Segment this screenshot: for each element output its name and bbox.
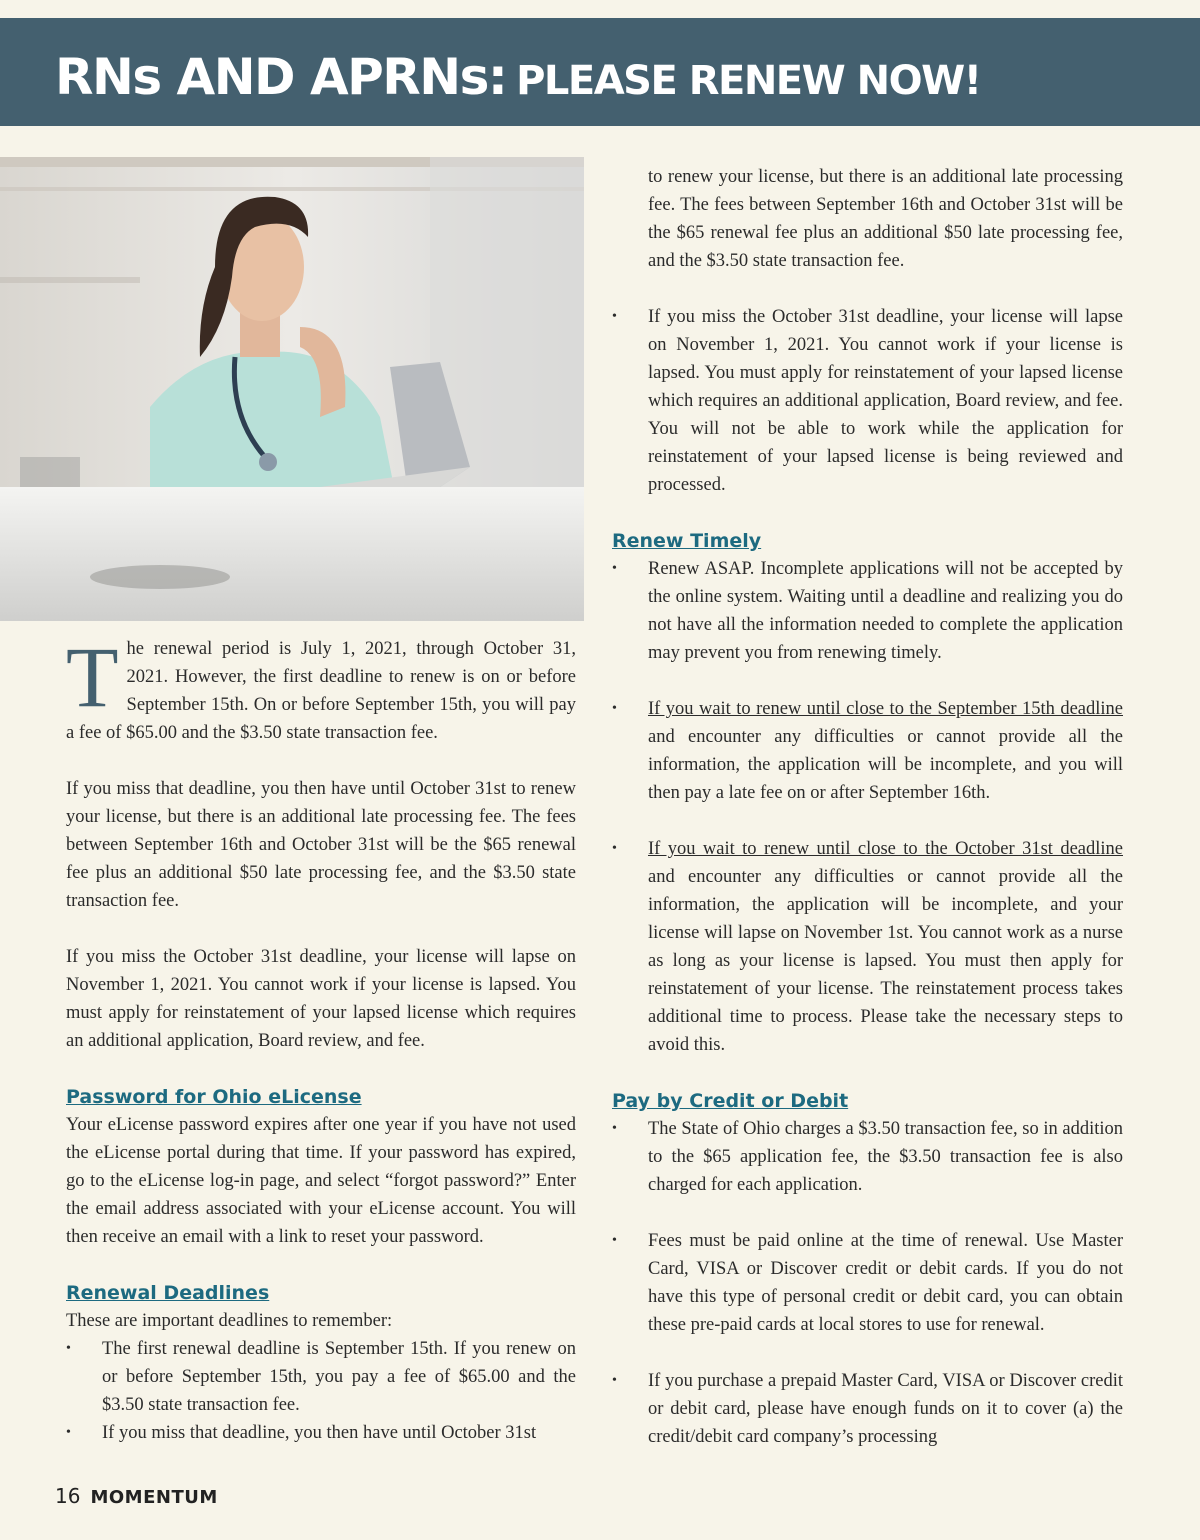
underlined-text: If you wait to renew until close to the September 15th deadline <box>648 699 1123 719</box>
right-column <box>612 163 1123 1451</box>
title-part-1: RNs AND APRNs: <box>55 48 507 106</box>
page-footer <box>55 1484 218 1508</box>
pay-list-2 <box>612 1227 1123 1339</box>
timely-list-3 <box>612 835 1123 1059</box>
intro-text: he renewal period is July 1, 2021, through October 31, 2021. However, the first deadline to renew is on or before September 15th. On or before September 15th, you will pay a fee of $65.00 and the $3.50 state transaction fee. <box>66 639 576 743</box>
underlined-text: If you wait to renew until close to the October 31st deadline <box>648 839 1123 859</box>
pay-list-3 <box>612 1367 1123 1451</box>
section-heading-deadlines: Renewal Deadlines <box>66 1282 270 1304</box>
paragraph-late-fee: If you miss that deadline, you then have until October 31st to renew your license, but there is an additional late processing fee. The fees between September 16th and October 31st will be the $65 renewal fee plus an additional $50 late processing fee, and the $3.50 state transaction fee. <box>66 779 576 911</box>
pay-list <box>612 1115 1123 1199</box>
title-banner <box>0 18 1200 126</box>
list-item <box>612 695 1123 807</box>
list-item: • If you miss that deadline, you then have until October 31st <box>66 1419 576 1447</box>
nurse-at-laptop-photo-icon <box>0 157 584 621</box>
nurse-photo <box>0 157 584 621</box>
drop-cap: T <box>66 629 119 725</box>
paragraph-lapse: If you miss the October 31st deadline, your license will lapse on November 1, 2021. You cannot work if your license is lapsed. You must apply for reinstatement of your lapsed license which requires an additional application, Board review, and fee. <box>66 947 576 1051</box>
password-paragraph: Your eLicense password expires after one year if you have not used the eLicense portal during that time. If your password has expired, go to the eLicense log-in page, and select “forgot password?” Enter the email address associated with your eLicense account. You will then receive an email with a link to reset your password. <box>66 1115 576 1247</box>
timely-list <box>612 555 1123 667</box>
section-heading-timely: Renew Timely <box>612 530 762 552</box>
deadlines-list <box>66 1335 576 1447</box>
title-part-2: PLEASE RENEW NOW! <box>516 58 981 104</box>
page-title <box>55 48 981 106</box>
list-item-text: and encounter any difficulties or cannot provide all the information, the application will be incomplete, and you will then pay a late fee on or after September 16th. <box>648 727 1123 803</box>
list-item: • Renew ASAP. Incomplete applications will not be accepted by the online system. Waiting until a deadline and realizing you do not have all the information needed to complete the application may prevent you from renewing timely. <box>612 555 1123 667</box>
section-heading-pay: Pay by Credit or Debit <box>612 1090 849 1112</box>
publication-name: MOMENTUM <box>90 1487 218 1508</box>
timely-list-2 <box>612 695 1123 807</box>
list-item: • If you purchase a prepaid Master Card, VISA or Discover credit or debit card, please have enough funds on it to cover (a) the credit/debit card company’s processing <box>612 1367 1123 1451</box>
list-item: to renew your license, but there is an additional late processing fee. The fees between September 16th and October 31st will be the $65 renewal fee plus an additional $50 late processing fee, and the $3.50 state transaction fee. <box>648 167 1123 271</box>
list-item <box>612 835 1123 1059</box>
left-column <box>66 629 576 1447</box>
deadlines-list-continued <box>612 163 1123 275</box>
list-item: • The first renewal deadline is September 15th. If you renew on or before September 15th, you pay a fee of $65.00 and the $3.50 state transaction fee. <box>66 1335 576 1419</box>
list-item: • The State of Ohio charges a $3.50 transaction fee, so in addition to the $65 application fee, the $3.50 transaction fee is also charged for each application. <box>612 1115 1123 1199</box>
page-number: 16 <box>55 1484 81 1508</box>
list-item: • If you miss the October 31st deadline, your license will lapse on November 1, 2021. You cannot work if your license is lapsed. You must apply for reinstatement of your lapsed license which requires an additional application, Board review, and fee. You will not be able to work while the application for reinstatement of your lapsed license is being reviewed and processed. <box>612 303 1123 499</box>
deadlines-intro: These are important deadlines to remember: <box>66 1311 393 1331</box>
list-item: • Fees must be paid online at the time of renewal. Use Master Card, VISA or Discover credit or debit cards. If you do not have this type of personal credit or debit card, you can obtain these pre-paid cards at local stores to use for renewal. <box>612 1227 1123 1339</box>
list-item-text: and encounter any difficulties or cannot provide all the information, the application will be incomplete, and your license will lapse on November 1st. You cannot work as a nurse as long as your license is lapsed. You must then apply for reinstatement of your license. The reinstatement process takes additional time to process. Please take the necessary steps to avoid this. <box>648 867 1123 1055</box>
section-heading-password: Password for Ohio eLicense <box>66 1086 362 1108</box>
intro-paragraph <box>66 629 576 747</box>
deadlines-list-3 <box>612 303 1123 499</box>
